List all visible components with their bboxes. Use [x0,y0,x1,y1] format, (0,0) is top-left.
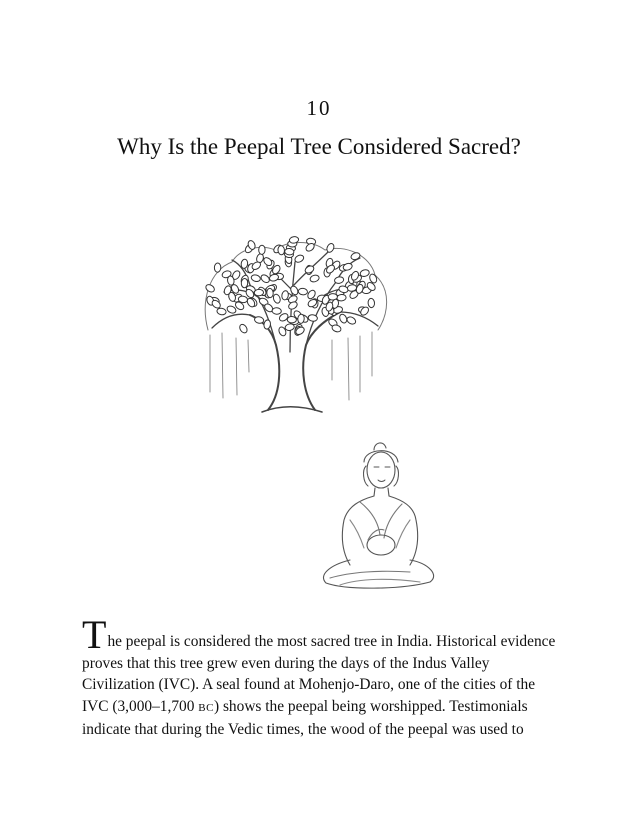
small-caps-bc: BC [198,701,214,714]
leaf [298,288,308,295]
body-line-5: indicate that during the Vedic times, the wood of the peepal was used to [82,721,524,739]
leaf [272,293,281,304]
leaf [346,315,357,325]
leaf [254,316,264,324]
leaf [334,276,344,284]
body-line-1 [82,612,560,657]
leaf [260,273,271,284]
leaf [254,289,264,296]
leaf [250,274,261,283]
body-line-3: Civilization (IVC). A seal found at Mohenjo-Daro, one of the cities of the [82,676,536,694]
leaf [287,316,296,323]
leaf [284,248,294,255]
leaf [263,319,271,329]
chapter-number: 10 [306,96,332,120]
leaf [216,307,226,315]
leaf [326,242,336,253]
leaf [297,314,304,324]
body-line-4 [82,696,560,720]
leaf [309,274,320,283]
leaf [278,245,285,255]
leaf [259,245,266,254]
leaf [368,298,375,308]
meditating-buddha-icon [323,443,433,588]
leaf [266,288,273,298]
leaf [238,323,248,334]
leaf [338,313,348,324]
leaf [272,307,282,314]
leaf [285,323,295,331]
leaf [205,283,216,293]
body-line-4-a: IVC (3,000–1,700 [82,697,199,715]
leaf [350,252,361,261]
chapter-title: Why Is the Peepal Tree Considered Sacred? [117,134,521,159]
leaf [214,263,221,273]
body-line-2: proves that this tree grew even during the days of the Indus Valley [82,654,490,672]
body-text [82,612,560,741]
body-line-4-b: ) shows the peepal being worshipped. Testimonials [213,697,528,715]
body-line-1-text: he peepal is considered the most sacred tree in India. Historical evidence [107,633,556,650]
drop-cap: T [82,612,107,657]
